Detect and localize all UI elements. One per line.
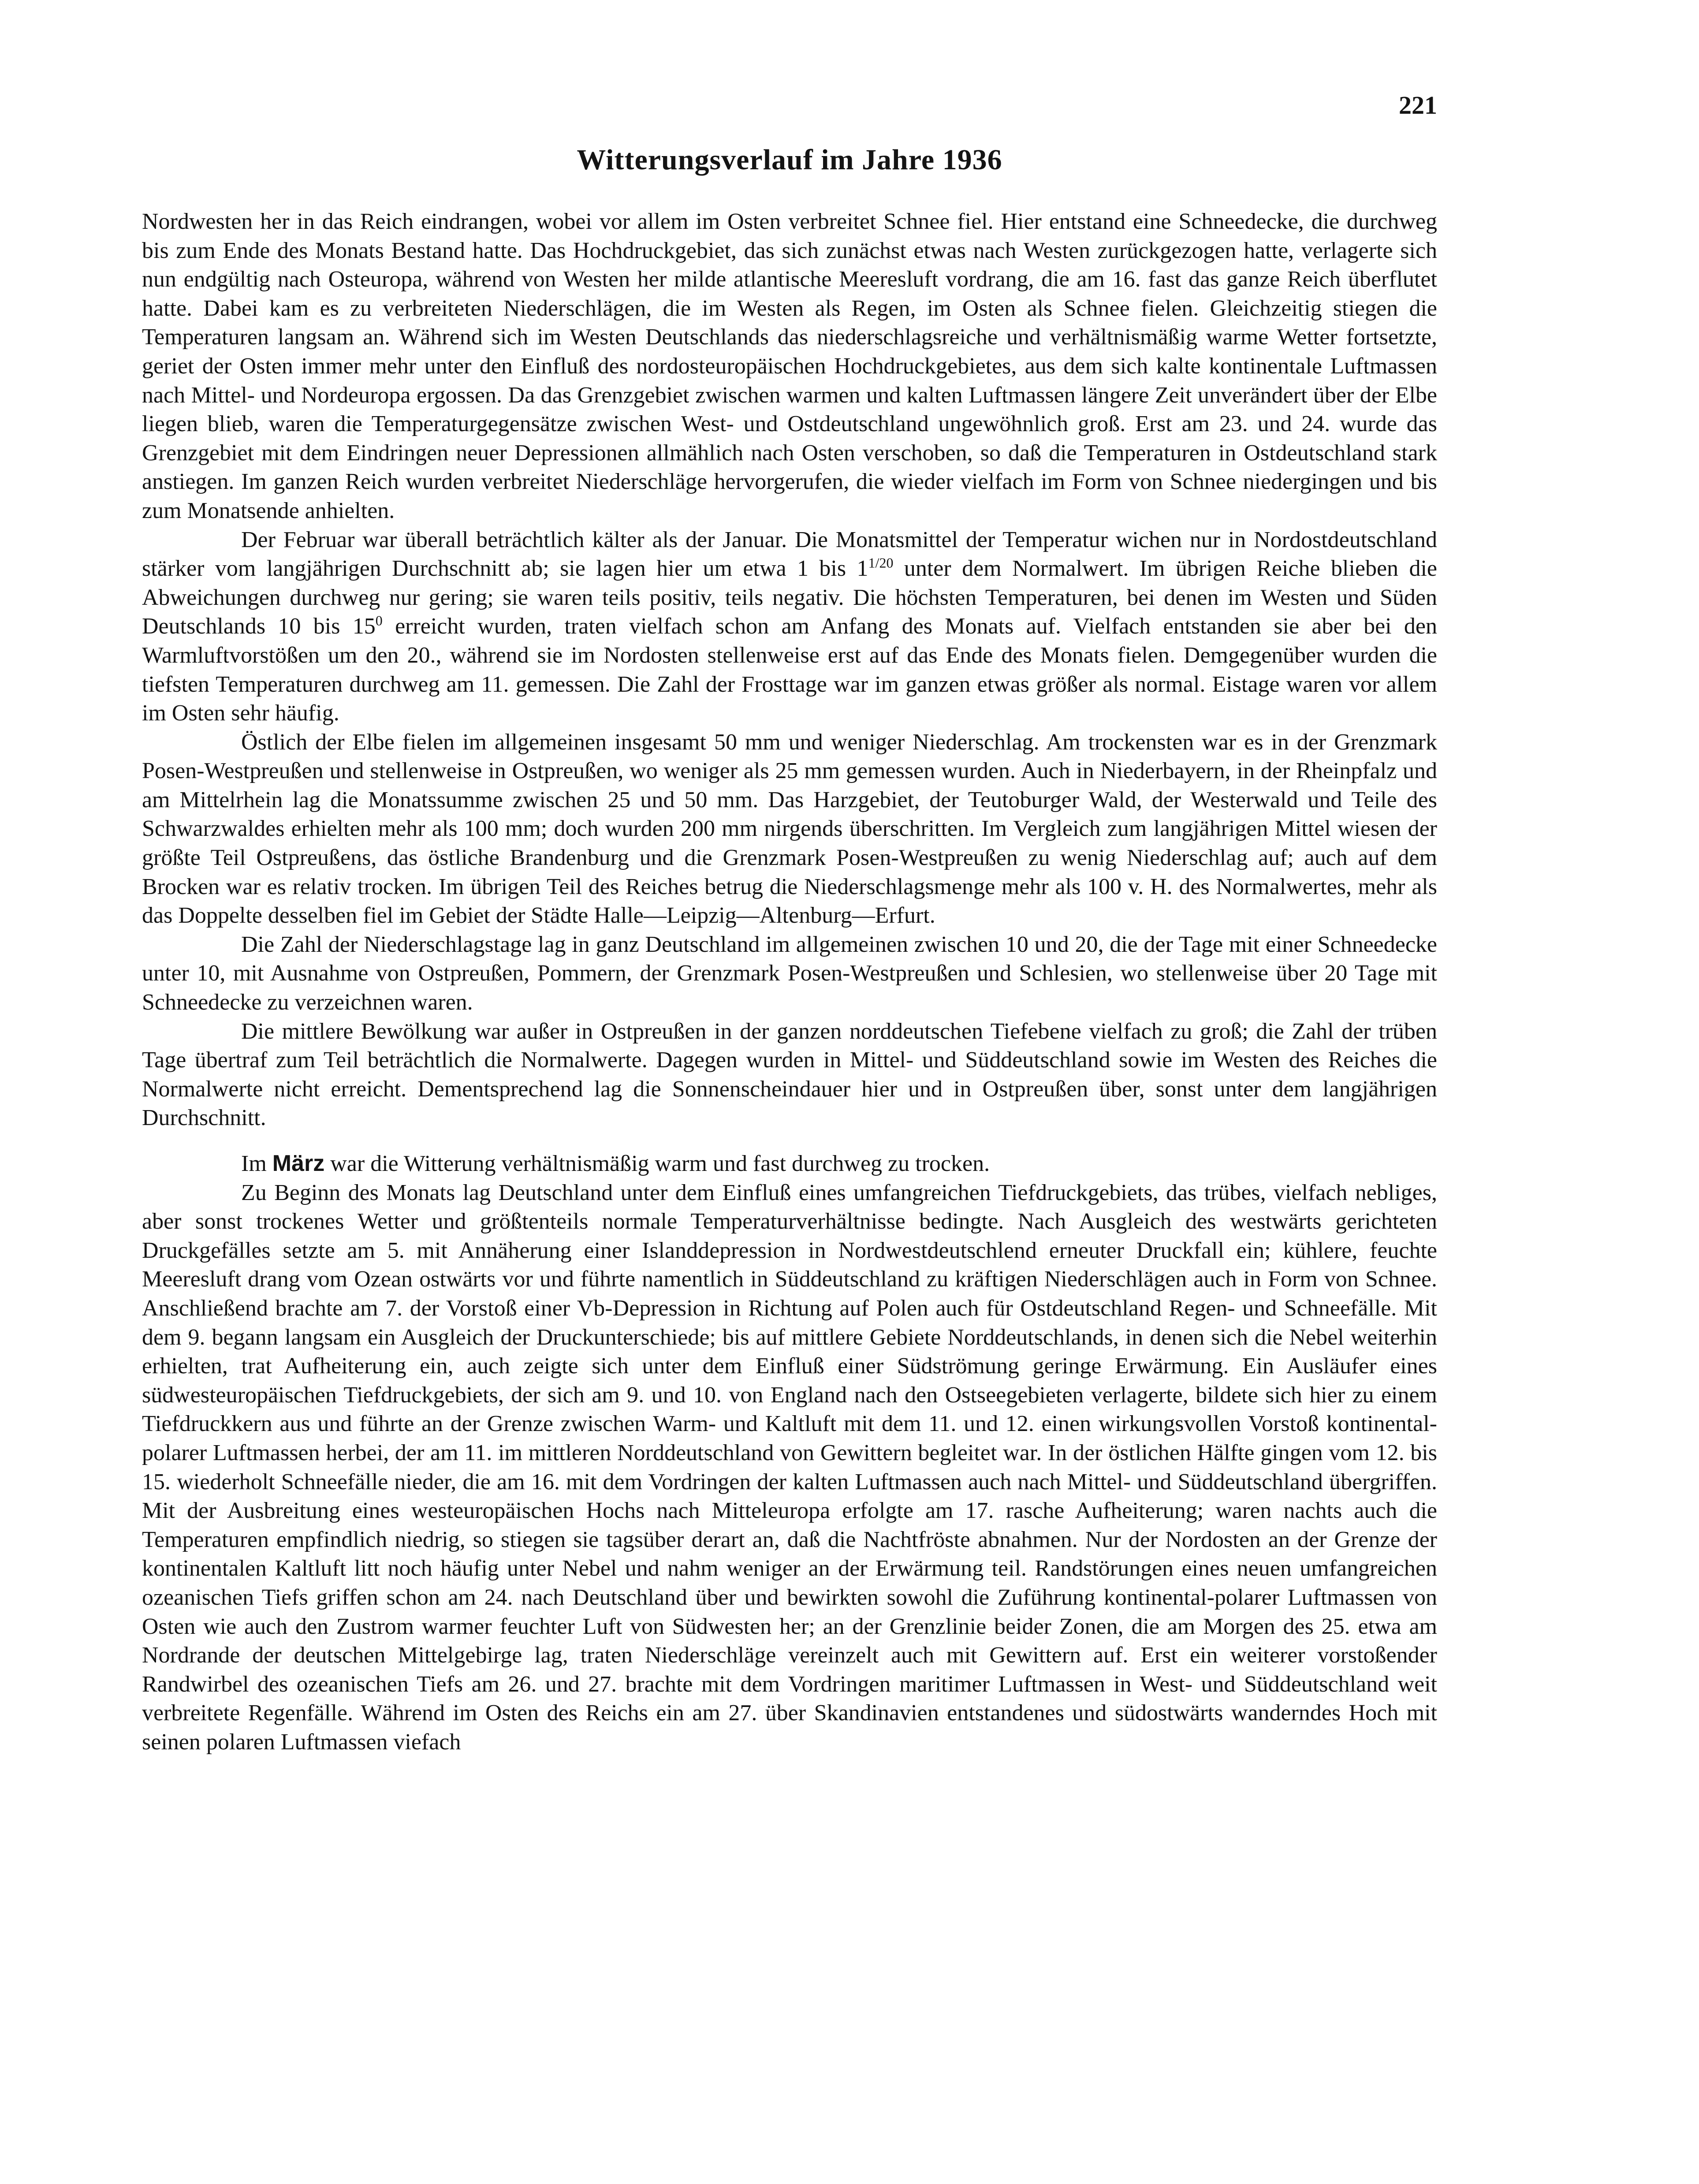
- paragraph-2: [142, 526, 1437, 728]
- paragraph-3: Östlich der Elbe fielen im allgemeinen insgesamt 50 mm und weniger Niederschlag. Am trockensten war es in der Grenzmark Posen-Westpreußen und stellenweise in Ostpreußen, wo weniger als 25 mm gemessen wurden. Auch in Niederbayern, in der Rheinpfalz und am Mittelrhein lag die Monatssumme zwischen 25 und 50 mm. Das Harzgebiet, der Teutoburger Wald, der Westerwald und Teile des Schwarzwaldes erhielten mehr als 100 mm; doch wurden 200 mm nirgends überschritten. Im Vergleich zum langjährigen Mittel wiesen der größte Teil Ostpreußens, das östliche Brandenburg und die Grenzmark Posen-Westpreußen zu wenig Niederschlag auf; auch auf dem Brocken war es relativ trocken. Im übrigen Teil des Reiches betrug die Niederschlagsmenge mehr als 100 v. H. des Normalwertes, mehr als das Doppelte desselben fiel im Gebiet der Städte Halle—Leipzig—Altenburg—Erfurt.: [142, 729, 1437, 928]
- degree-sign: 0: [886, 555, 894, 571]
- paragraph-6-intro: Im: [241, 1151, 272, 1176]
- paragraph-6-text: war die Witterung verhältnismäßig warm und fast durchweg zu trocken.: [324, 1151, 990, 1176]
- paragraph-1: Nordwesten her in das Reich eindrangen, wobei vor allem im Osten verbreitet Schnee fiel. Hier entstand eine Schneedecke, die durchweg bis zum Ende des Monats Bestand hatte. Das Hochdruckgebiet, das sich zunächst etwas nach Westen zurückgezogen hatte, verlagerte sich nun endgültig nach Osteuropa, während von Westen her milde atlantische Meeresluft vordrang, die am 16. fast das ganze Reich überflutet hatte. Dabei kam es zu verbreiteten Niederschlägen, die im Westen als Regen, im Osten als Schnee fielen. Gleichzeitig stiegen die Temperaturen langsam an. Während sich im Westen Deutschlands das niederschlagsreiche und verhältnismäßig warme Wetter fortsetzte, geriet der Osten immer mehr unter den Einfluß des nordosteuropäischen Hochdruckgebietes, aus dem sich kalte kontinentale Luftmassen nach Mittel- und Nordeuropa ergossen. Da das Grenzgebiet zwischen warmen und kalten Luftmassen längere Zeit unverändert über der Elbe liegen blieb, waren die Temperaturgegensätze zwischen West- und Ostdeutschland ungewöhnlich groß. Erst am 23. und 24. wurde das Grenzgebiet mit dem Eindringen neuer Depressionen allmählich nach Osten verschoben, so daß die Temperaturen in Ostdeutschland stark anstiegen. Im ganzen Reich wurden verbreitet Niederschläge hervorgerufen, die wieder vielfach im Form von Schnee niedergingen und bis zum Monatsende anhielten.: [142, 209, 1437, 523]
- paragraph-4: Die Zahl der Niederschlagstage lag in ganz Deutschland im allgemeinen zwischen 10 und 20, die der Tage mit einer Schneedecke unter 10, mit Ausnahme von Ostpreußen, Pommern, der Grenzmark Posen-Westpreußen und Schlesien, wo stellenweise über 20 Tage mit Schneedecke zu verzeichnen waren.: [142, 932, 1437, 1015]
- paragraph-2-part-a: Der Februar war überall beträchtlich kälter als der Januar. Die Monatsmittel der Temperatur wichen nur in Nordostdeutschland stärker vom langjährigen Durchschnitt ab; sie lagen hier um etwa 1 bis 1: [142, 527, 1437, 581]
- paragraph-2-part-c: erreicht wurden, traten vielfach schon am Anfang des Monats auf. Vielfach entstanden sie aber bei den Warmluftvorstößen um den 20., während sie im Nordosten stellenweise erst auf das Ende des Monats fielen. Demgegenüber wurden die tiefsten Temperaturen durchweg am 11. gemessen. Die Zahl der Frosttage war im ganzen etwas größer als normal. Eistage waren vor allem im Osten sehr häufig.: [142, 614, 1437, 726]
- page-title: Witterungsverlauf im Jahre 1936: [577, 144, 1002, 176]
- month-heading-maerz: März: [272, 1151, 325, 1176]
- degree-sign: 0: [375, 612, 383, 629]
- body-text: [142, 207, 1437, 1756]
- paragraph-7: Zu Beginn des Monats lag Deutschland unter dem Einfluß eines umfangreichen Tiefdruckgebiets, das trübes, vielfach nebliges, aber sonst trockenes Wetter und größtenteils normale Temperaturverhältnisse bedingte. Nach Ausgleich des westwärts gerichteten Druckgefälles setzte am 5. mit Annäherung einer Islanddepression in Nordwestdeutschlend erneuter Druckfall ein; kühlere, feuchte Meeresluft drang vom Ozean ostwärts vor und führte namentlich in Süddeutschland zu kräftigen Niederschlägen auch in Form von Schnee. Anschließend brachte am 7. der Vorstoß einer Vb-Depression in Richtung auf Polen auch für Ostdeutschland Regen- und Schneefälle. Mit dem 9. begann langsam ein Ausgleich der Druckunterschiede; bis auf mittlere Gebiete Norddeutschlands, in denen sich die Nebel weiterhin erhielten, trat Aufheiterung ein, auch zeigte sich unter dem Einfluß einer Südströmung geringe Erwärmung. Ein Ausläufer eines südwesteuropäischen Tiefdruckgebiets, der sich am 9. und 10. von England nach den Ostseegebieten verlagerte, bildete sich hier zu einem Tiefdruckkern aus und führte an der Grenze zwischen Warm- und Kaltluft mit dem 11. und 12. einen wirkungsvollen Vorstoß kontinental-polarer Luftmassen herbei, der am 11. im mittleren Norddeutschland von Gewittern begleitet war. In der östlichen Hälfte gingen vom 12. bis 15. wiederholt Schneefälle nieder, die am 16. mit dem Vordringen der kalten Luftmassen auch nach Mittel- und Süddeutschland übergriffen. Mit der Ausbreitung eines westeuropäischen Hochs nach Mitteleuropa erfolgte am 17. rasche Aufheiterung; waren nachts auch die Temperaturen empfindlich niedrig, so stiegen sie tagsüber derart an, daß die Nachtfröste abnahmen. Nur der Nordosten an der Grenze der kontinentalen Kaltluft litt noch häufig unter Nebel und nahm weniger an der Erwärmung teil. Randstörungen eines neuen umfangreichen ozeanischen Tiefs griffen schon am 24. nach Deutschland über und bewirkten sowohl die Zuführung kontinental-polarer Luftmassen von Osten wie auch den Zustrom warmer feuchter Luft von Südwesten her; an der Grenzlinie beider Zonen, die am Morgen des 25. etwa am Nordrande der deutschen Mittelgebirge lag, traten Niederschläge vereinzelt auch mit Gewittern auf. Erst ein weiterer vorstoßender Randwirbel des ozeanischen Tiefs am 26. und 27. brachte mit dem Vordringen maritimer Luftmassen in West- und Süddeutschland weit verbreitete Regenfälle. Während im Osten des Reichs ein am 27. über Skandinavien entstandenes und südostwärts wanderndes Hoch mit seinen polaren Luftmassen viefach: [142, 1180, 1437, 1755]
- paragraph-5: Die mittlere Bewölkung war außer in Ostpreußen in der ganzen norddeutschen Tiefebene vielfach zu groß; die Zahl der trüben Tage übertraf zum Teil beträchtlich die Normalwerte. Dagegen wurden in Mittel- und Süddeutschland sowie im Westen des Reiches die Normalwerte nicht erreicht. Dementsprechend lag die Sonnenscheindauer hier und in Ostpreußen über, sonst unter dem langjährigen Durchschnitt.: [142, 1018, 1437, 1131]
- page-number: 221: [1399, 91, 1437, 119]
- paragraph-2-part-b: unter dem Normalwert. Im übrigen Reiche blieben die Abweichungen durchweg nur gering; sie waren teils positiv, teils negativ. Die höchsten Temperaturen, bei denen im Westen und Süden Deutschlands 10 bis 15: [142, 556, 1437, 639]
- fraction-half: 1/2: [868, 555, 887, 571]
- paragraph-6: [142, 1149, 1437, 1178]
